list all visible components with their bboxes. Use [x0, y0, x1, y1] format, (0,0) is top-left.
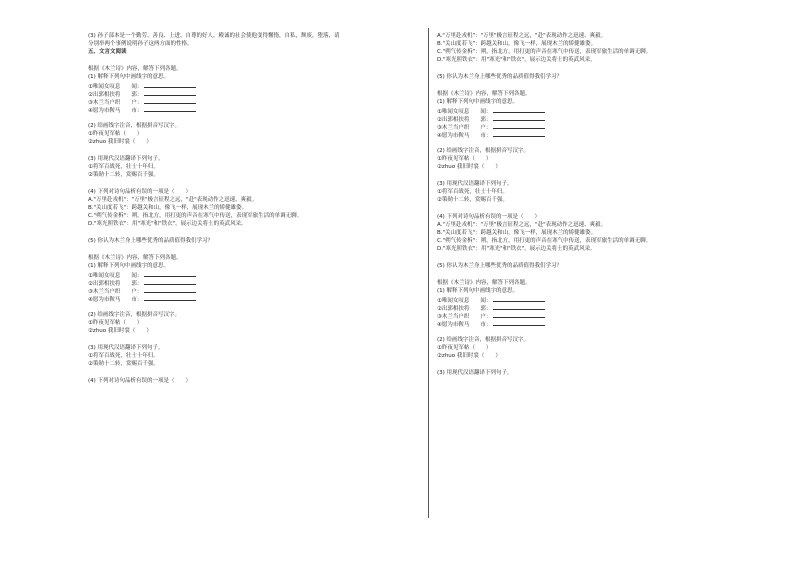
line-text: ②zhuo 我旧时裳（ ） — [437, 164, 501, 170]
text-line — [437, 336, 777, 344]
line-text: D."寒光照铁衣"：用"寒光"和"铁衣"，展示边关将士的英武风采。 — [88, 221, 247, 227]
line-text: ②出郭相扶将 郭： — [88, 281, 143, 287]
left-column — [88, 32, 418, 385]
spacer — [88, 146, 418, 155]
line-text: 根据《木兰诗》内容，解答下列各题。 — [88, 66, 182, 72]
line-text: (2) 给画线字注音，根据拼音写汉字。 — [88, 123, 181, 129]
text-line — [88, 352, 418, 360]
text-line — [437, 369, 777, 377]
line-text: C."朔气传金柝"：朔，指北方，用打更的声音在寒气中传送，表现军旅生活的单调无聊。 — [88, 213, 303, 219]
fill-in-line — [88, 286, 418, 294]
line-text: ①将军百战死，壮士十年归。 — [88, 353, 159, 359]
line-text: (3) 用现代汉语翻译下列句子。 — [437, 181, 513, 187]
spacer — [88, 113, 418, 122]
spacer — [88, 56, 418, 65]
line-text: (5) 你认为木兰身上哪些优秀的品质值得我们学习？ — [88, 238, 214, 244]
spacer — [88, 302, 418, 311]
line-text: B."关山度若飞"：跨越关和山，像飞一样，展现木兰的矫健雄姿。 — [437, 230, 597, 236]
line-text: ①唯闻女叹息 闻： — [437, 109, 492, 115]
fill-in-line — [88, 105, 418, 113]
text-line — [437, 155, 777, 163]
line-text: ②zhuo 我旧时裳（ ） — [88, 139, 152, 145]
line-text: (3) 用现代汉语翻译下列句子。 — [88, 345, 164, 351]
text-line — [88, 344, 418, 352]
answer-blank[interactable] — [144, 294, 196, 301]
line-text: ②出郭相扶将 郭： — [437, 306, 492, 312]
answer-blank[interactable] — [144, 105, 196, 112]
line-text: D."寒光照铁衣"：用"寒光"和"铁衣"，展示边关将士的英武风采。 — [437, 57, 596, 63]
line-text: ②策勋十二转，赏赐百千强。 — [88, 361, 159, 367]
text-line — [437, 180, 777, 188]
spacer — [88, 335, 418, 344]
line-text: ①昨夜见军帖（ ） — [88, 320, 143, 326]
line-text: ①昨夜见军帖（ ） — [437, 345, 492, 351]
text-line — [88, 40, 418, 48]
text-line — [437, 40, 777, 48]
line-text: ①将军百战死，壮士十年归。 — [437, 189, 508, 195]
line-text: (2) 给画线字注音，根据拼音写汉字。 — [437, 337, 530, 343]
spacer — [437, 138, 777, 147]
line-text: ③木兰当户织 户： — [88, 289, 143, 295]
answer-blank[interactable] — [493, 319, 545, 326]
text-line — [88, 138, 418, 146]
text-line — [88, 204, 418, 212]
text-line — [88, 171, 418, 179]
line-text: ①唯闻女叹息 闻： — [88, 273, 143, 279]
line-text: ①昨夜见军帖（ ） — [88, 131, 143, 137]
line-text: 分别举两个事例说明孙子这两方面的性格。 — [88, 41, 193, 47]
line-text: ②出郭相扶将 郭： — [437, 117, 492, 123]
line-text: B."关山度若飞"：跨越关和山，像飞一样，展现木兰的矫健雄姿。 — [88, 205, 248, 211]
line-text: B."关山度若飞"：跨越关和山，像飞一样，展现木兰的矫健雄姿。 — [437, 41, 597, 47]
text-line — [88, 32, 418, 40]
line-text: A."万里赴戎机"："万里"极言征程之远，"赴"表现动作之迅速、爽毅。 — [437, 222, 607, 228]
line-text: (4) 下列对诗句品析有误的一项是（ ） — [88, 189, 192, 195]
text-line — [88, 122, 418, 130]
text-line — [88, 220, 418, 228]
line-text: ④愿为市鞍马 市： — [437, 322, 492, 328]
line-text: ③木兰当户织 户： — [88, 100, 143, 106]
text-line — [437, 279, 777, 287]
line-text: ②策勋十二转，赏赐百千强。 — [88, 172, 159, 178]
text-line — [437, 73, 777, 81]
fill-in-line — [88, 294, 418, 302]
text-line — [437, 147, 777, 155]
answer-blank[interactable] — [493, 295, 545, 302]
text-line — [437, 32, 777, 40]
text-line — [88, 188, 418, 196]
fill-in-line — [437, 295, 777, 303]
spacer — [437, 327, 777, 336]
text-line — [88, 377, 418, 385]
answer-blank[interactable] — [144, 286, 196, 293]
fill-in-line — [88, 97, 418, 105]
text-line — [437, 213, 777, 221]
line-text: ④愿为市鞍马 市： — [437, 133, 492, 139]
text-line — [88, 65, 418, 73]
text-line — [437, 56, 777, 64]
line-text: 根据《木兰诗》内容，解答下列各题。 — [88, 255, 182, 261]
line-text: ①昨夜见军帖（ ） — [437, 156, 492, 162]
spacer — [88, 179, 418, 188]
text-line — [437, 163, 777, 171]
line-text: 根据《木兰诗》内容，解答下列各题。 — [437, 280, 531, 286]
line-text: ③木兰当户织 户： — [437, 314, 492, 320]
line-text: ②zhuo 我旧时裳（ ） — [88, 328, 152, 334]
line-text: (3) 用现代汉语翻译下列句子。 — [88, 156, 164, 162]
fill-in-line — [437, 311, 777, 319]
text-line — [88, 327, 418, 335]
fill-in-line — [88, 89, 418, 97]
text-line — [437, 221, 777, 229]
text-line — [437, 90, 777, 98]
section-heading — [88, 48, 418, 56]
spacer — [88, 228, 418, 237]
line-text: ①唯闻女叹息 闻： — [88, 84, 143, 90]
answer-blank[interactable] — [144, 278, 196, 285]
answer-blank[interactable] — [493, 303, 545, 310]
answer-blank[interactable] — [493, 106, 545, 113]
text-line — [88, 155, 418, 163]
line-text: (3) 用现代汉语翻译下列句子。 — [437, 370, 513, 376]
line-text: ④愿为市鞍马 市： — [88, 108, 143, 114]
answer-blank[interactable] — [144, 97, 196, 104]
spacer — [437, 253, 777, 262]
line-text: 根据《木兰诗》内容，解答下列各题。 — [437, 91, 531, 97]
line-text: ④愿为市鞍马 市： — [88, 297, 143, 303]
line-text: A."万里赴戎机"："万里"极言征程之远，"赴"表现动作之迅速、爽毅。 — [437, 33, 607, 39]
answer-blank[interactable] — [144, 89, 196, 96]
text-line — [437, 245, 777, 253]
text-line — [437, 229, 777, 237]
text-line — [437, 98, 777, 106]
line-text: (1) 解释下列句中画线字的意思。 — [437, 99, 519, 105]
line-text: D."寒光照铁衣"：用"寒光"和"铁衣"，展示边关将士的英武风采。 — [437, 246, 596, 252]
text-line — [88, 196, 418, 204]
text-line — [88, 237, 418, 245]
text-line — [437, 188, 777, 196]
spacer — [437, 81, 777, 90]
line-text: C."朔气传金柝"：朔，指北方，用打更的声音在寒气中传送，表现军旅生活的单调无聊。 — [437, 49, 652, 55]
spacer — [88, 245, 418, 254]
spacer — [437, 270, 777, 279]
answer-blank[interactable] — [493, 130, 545, 137]
text-line — [88, 319, 418, 327]
text-line — [437, 344, 777, 352]
line-text: (1) 解释下列句中画线字的意思。 — [88, 74, 170, 80]
text-line — [437, 237, 777, 245]
answer-blank[interactable] — [493, 122, 545, 129]
line-text: (5) 你认为木兰身上哪些优秀的品质值得我们学习？ — [437, 263, 563, 269]
line-text: A."万里赴戎机"："万里"极言征程之远，"赴"表现动作之迅速、爽毅。 — [88, 197, 258, 203]
text-line — [88, 311, 418, 319]
line-text: ②策勋十二转，赏赐百千强。 — [437, 197, 508, 203]
text-line — [88, 130, 418, 138]
text-line — [437, 287, 777, 295]
answer-blank[interactable] — [493, 311, 545, 318]
answer-blank[interactable] — [144, 270, 196, 277]
right-column — [437, 32, 777, 377]
spacer — [437, 171, 777, 180]
spacer — [437, 360, 777, 369]
line-text: ②zhuo 我旧时裳（ ） — [437, 353, 501, 359]
text-line — [88, 73, 418, 81]
line-text: C."朔气传金柝"：朔，指北方，用打更的声音在寒气中传送，表现军旅生活的单调无聊。 — [437, 238, 652, 244]
line-text: (5) 你认为木兰身上哪些优秀的品质值得我们学习？ — [437, 74, 563, 80]
line-text: (1) 解释下列句中画线字的意思。 — [437, 288, 519, 294]
text-line — [437, 48, 777, 56]
line-text: (2) 给画线字注音，根据拼音写汉字。 — [88, 312, 181, 318]
line-text: (1) 解释下列句中画线字的意思。 — [88, 263, 170, 269]
fill-in-line — [437, 130, 777, 138]
fill-in-line — [88, 278, 418, 286]
answer-blank[interactable] — [144, 81, 196, 88]
text-line — [88, 212, 418, 220]
spacer — [437, 204, 777, 213]
spacer — [437, 64, 777, 73]
fill-in-line — [437, 303, 777, 311]
text-line — [437, 352, 777, 360]
line-text: ②出郭相扶将 郭： — [88, 92, 143, 98]
fill-in-line — [437, 114, 777, 122]
fill-in-line — [437, 319, 777, 327]
text-line — [437, 262, 777, 270]
spacer — [88, 368, 418, 377]
text-line — [88, 360, 418, 368]
text-line — [88, 254, 418, 262]
fill-in-line — [88, 81, 418, 89]
fill-in-line — [437, 106, 777, 114]
line-text: (4) 下列对诗句品析有误的一项是（ ） — [437, 214, 541, 220]
line-text: 五、文言文阅读 — [88, 49, 127, 55]
text-line — [88, 163, 418, 171]
text-line — [88, 262, 418, 270]
column-divider — [428, 28, 429, 518]
line-text: (4) 下列对诗句品析有误的一项是（ ） — [88, 378, 192, 384]
line-text: (2) 给画线字注音，根据拼音写汉字。 — [437, 148, 530, 154]
line-text: (3) 孙子部本是一个勤劳、善良、上进、自尊的好人，殿诚的社会使他变得懈惰，自私，颓废，堕落，请 — [88, 33, 340, 39]
answer-blank[interactable] — [493, 114, 545, 121]
line-text: ③木兰当户织 户： — [437, 125, 492, 131]
fill-in-line — [88, 270, 418, 278]
line-text: ①将军百战死，壮士十年归。 — [88, 164, 159, 170]
line-text: ①唯闻女叹息 闻： — [437, 298, 492, 304]
fill-in-line — [437, 122, 777, 130]
text-line — [437, 196, 777, 204]
